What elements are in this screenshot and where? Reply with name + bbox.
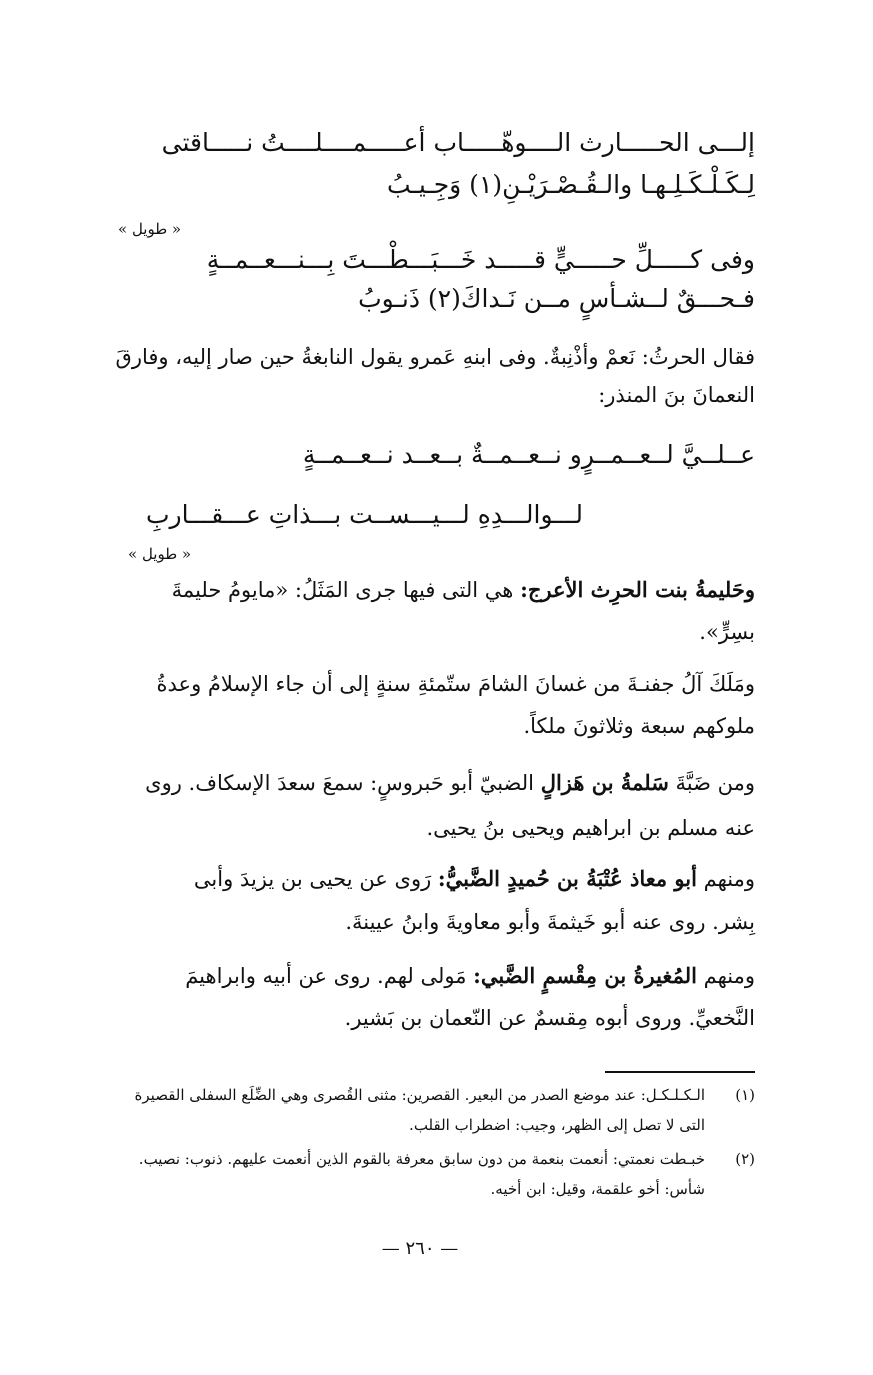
poem1-meter: « طويل » [118, 220, 182, 238]
mughira-prefix: ومنهم [696, 964, 755, 988]
utba-name: أبو معاذ عُتْبَةُ بن حُميدٍ الضَّبيُّ: [437, 866, 697, 891]
halima-text: هي التى فيها جرى المَثَلُ: «مايومُ حليمةَ [171, 578, 521, 602]
utba-text: رَوى عن يحيى بن يزيدَ وأبى [193, 867, 438, 891]
utba-line2: بِشر. روى عنه أبو خَيثمةَ وأبو معاويةَ وابنُ عيينةَ. [345, 910, 755, 934]
poem1-line3: وفى كـــــلِّ حـــــيٍّ قـــــد خَـــبَـــطْـــتَ بِـــنـــعــمــةٍ [206, 245, 755, 274]
poem1-line1: إلـــى الحـــــارث الــــوهّـــــاب أعـــــمــــلــــتُ نـــــاقتى [161, 128, 755, 157]
poem1-line2: لِـكَـلْـكَـلِـهـا والـقُـصْـرَيْـنِ(١) وَجِـيـبُ [386, 170, 755, 199]
mughira-line1 [185, 963, 755, 988]
salama-line2: عنه مسلم بن ابراهيم ويحيى بنُ يحيى. [426, 816, 755, 840]
mulk-line2: ملوكهم سبعة وثلاثونَ ملكاً. [523, 714, 755, 738]
footnote-separator [605, 1071, 755, 1073]
footnote-1-line1: الـكـلـكـل: عند موضع الصدر من البعير. القصرين: مثنى القُصرى وهي الضِّلَع السفلى القصيرة [134, 1086, 705, 1104]
page-number: — ٢٦٠ — [381, 1238, 459, 1259]
para1-line1: فقال الحرثُ: نَعمْ وأذْنِبةٌ. وفى ابنهِ عَمرو يقول النابغةُ حين صار إليه، وفارقَ [115, 345, 755, 369]
footnote-1-number: (١) [735, 1086, 755, 1104]
mulk-line1: ومَلَكَ آلُ جفنـةَ من غسانَ الشامَ ستّمئةِ سنةٍ إلى أن جاء الإسلامُ وعدةُ [156, 672, 755, 696]
footnote-2-line2: شأس: أخو علقمة، وقيل: ابن أخيه. [490, 1180, 705, 1198]
salama-name: سَلمةُ بن هَزالٍ [540, 770, 669, 795]
utba-prefix: ومنهم [696, 867, 755, 891]
poem2-meter: « طويل » [128, 545, 192, 563]
mughira-line2: النَّخعيِّ. وروى أبوه مِقسمٌ عن النّعمان بن بَشير. [344, 1006, 755, 1030]
poem2-line2: لـــوالـــدِهِ لـــيـــســت بـــذاتِ عـــقـــاربِ [146, 500, 583, 529]
halima-line1 [172, 577, 755, 602]
salama-text: الضبيّ أبو حَبروسٍ: سمعَ سعدَ الإسكاف. روى [145, 771, 541, 795]
footnote-1-line2: التى لا تصل إلى الظهر، وجيب: اضطراب القلب. [409, 1116, 705, 1134]
halima-line2: بسِرٍّ». [699, 620, 755, 644]
footnote-2-number: (٢) [735, 1150, 755, 1168]
poem1-line4: فـحـــقٌ لــشـأسٍ مــن نَـداكَ(٢) ذَنـوبُ [358, 284, 755, 313]
halima-name: وحَليمةُ بنت الحرِث الأعرج: [520, 577, 755, 602]
mughira-text: مَولى لهم. روى عن أبيه وابراهيمَ [185, 964, 474, 988]
para1-line2: النعمانَ بنَ المنذر: [598, 383, 755, 407]
salama-prefix: ومن ضَبَّةَ [668, 771, 755, 795]
utba-line1 [194, 866, 755, 891]
salama-line1 [145, 770, 755, 795]
poem2-line1: عــلــيَّ لــعــمــرٍو نــعــمــةٌ بــعــد نــعــمــةٍ [302, 440, 755, 469]
mughira-name: المُغيرةُ بن مِقْسمٍ الضَّبي: [473, 963, 697, 988]
footnote-2-line1: خبـطت نعمتي: أنعمت بنعمة من دون سابق معرفة بالقوم الذين أنعمت عليهم. ذنوب: نصيب. [138, 1150, 705, 1168]
